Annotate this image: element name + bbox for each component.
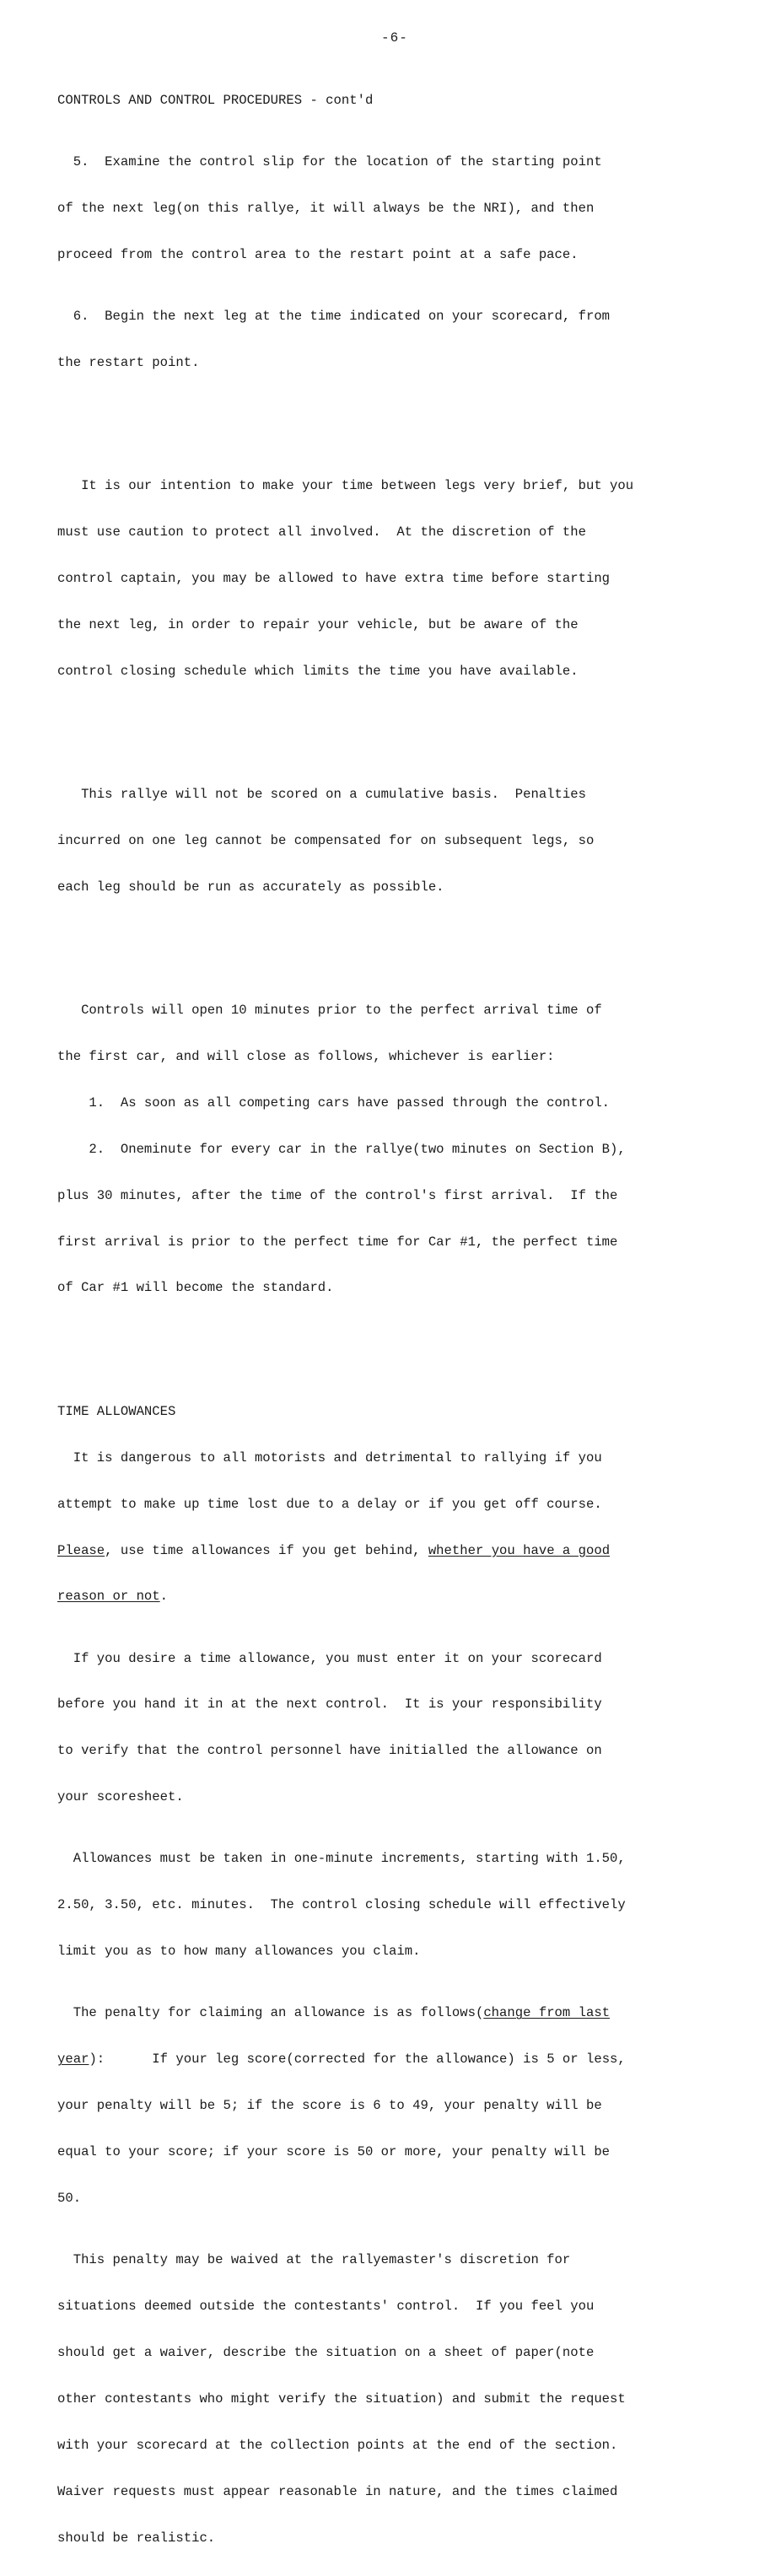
- intention-paragraph-line: must use caution to protect all involved. At the discretion of the: [57, 524, 586, 540]
- waiver-line: Waiver requests must appear reasonable in nature, and the times claimed: [57, 2483, 618, 2499]
- intention-paragraph-line: control closing schedule which limits the time you have available.: [57, 663, 579, 679]
- allowance-text: , use time allowances if you get behind,: [105, 1542, 428, 1558]
- controls-open-paragraph-line: 2. Oneminute for every car in the rallye(two minutes on Section B),: [57, 1141, 626, 1157]
- allowance-entry-line: before you hand it in at the next control. It is your responsibility: [57, 1697, 602, 1713]
- underlined-whether: whether you have a good: [428, 1542, 611, 1558]
- allowance-paragraph-line: It is dangerous to all motorists and detrimental to rallying if you: [57, 1449, 602, 1465]
- penalty-line: [57, 2005, 732, 2020]
- waiver-line: with your scorecard at the collection points at the end of the section.: [57, 2437, 618, 2453]
- allowance-increment-line: 2.50, 3.50, etc. minutes. The control closing schedule will effectively: [57, 1897, 626, 1913]
- controls-open-paragraph-line: of Car #1 will become the standard.: [57, 1280, 334, 1296]
- paragraph-gap: [57, 1342, 732, 1358]
- underlined-change: change from last: [483, 2005, 611, 2021]
- allowance-paragraph-line: [57, 1589, 732, 1604]
- waiver-line: should get a waiver, describe the situation on a sheet of paper(note: [57, 2344, 595, 2360]
- paragraph-gap: [57, 417, 732, 432]
- penalty-line: [57, 2052, 732, 2067]
- controls-open-paragraph-line: plus 30 minutes, after the time of the control's first arrival. If the: [57, 1187, 618, 1203]
- scoring-paragraph-line: This rallye will not be scored on a cumulative basis. Penalties: [57, 786, 586, 802]
- step-6-line: the restart point.: [57, 354, 200, 370]
- waiver-line: should be realistic.: [57, 2530, 216, 2546]
- underlined-year: year: [57, 2052, 89, 2068]
- underlined-reason: reason or not: [57, 1589, 160, 1605]
- step-5-line: 5. Examine the control slip for the location of the starting point: [57, 153, 602, 169]
- step-6-line: 6. Begin the next leg at the time indicated on your scorecard, from: [57, 308, 611, 324]
- section-heading-time-allowances: TIME ALLOWANCES: [57, 1403, 176, 1419]
- penalty-line: equal to your score; if your score is 50 or more, your penalty will be: [57, 2144, 611, 2160]
- document-body: [57, 62, 732, 2576]
- controls-open-paragraph-line: Controls will open 10 minutes prior to the perfect arrival time of: [57, 1003, 602, 1019]
- controls-open-paragraph-line: 1. As soon as all competing cars have passed through the control.: [57, 1094, 611, 1111]
- intention-paragraph-line: It is our intention to make your time between legs very brief, but you: [57, 478, 634, 494]
- allowance-text: .: [159, 1589, 169, 1605]
- step-5-line: proceed from the control area to the restart point at a safe pace.: [57, 246, 579, 262]
- allowance-increment-line: limit you as to how many allowances you claim.: [57, 1944, 421, 1960]
- intention-paragraph-line: control captain, you may be allowed to have extra time before starting: [57, 570, 611, 586]
- scoring-paragraph-line: each leg should be run as accurately as possible.: [57, 879, 444, 895]
- waiver-line: situations deemed outside the contestants' control. If you feel you: [57, 2299, 595, 2315]
- paragraph-gap: [57, 941, 732, 956]
- allowance-entry-line: your scoresheet.: [57, 1789, 184, 1805]
- page-number: -6-: [381, 30, 408, 46]
- section-heading-controls: CONTROLS AND CONTROL PROCEDURES - cont'd: [57, 92, 374, 108]
- allowance-entry-line: to verify that the control personnel have initialled the allowance on: [57, 1743, 602, 1759]
- controls-open-paragraph-line: the first car, and will close as follows, whichever is earlier:: [57, 1049, 555, 1064]
- intention-paragraph-line: the next leg, in order to repair your vehicle, but be aware of the: [57, 616, 579, 632]
- scoring-paragraph-line: incurred on one leg cannot be compensated for on subsequent legs, so: [57, 832, 595, 848]
- penalty-line: your penalty will be 5; if the score is 6 to 49, your penalty will be: [57, 2098, 602, 2114]
- waiver-line: This penalty may be waived at the rallyemaster's discretion for: [57, 2252, 571, 2268]
- allowance-increment-line: Allowances must be taken in one-minute increments, starting with 1.50,: [57, 1851, 626, 1867]
- allowance-paragraph-line: attempt to make up time lost due to a delay or if you get off course.: [57, 1496, 602, 1512]
- allowance-paragraph-line: [57, 1543, 732, 1558]
- waiver-line: other contestants who might verify the situation) and submit the request: [57, 2390, 626, 2407]
- penalty-line: 50.: [57, 2190, 82, 2206]
- controls-open-paragraph-line: first arrival is prior to the perfect time for Car #1, the perfect time: [57, 1234, 618, 1250]
- underlined-please: Please: [57, 1542, 105, 1558]
- penalty-text: The penalty for claiming an allowance is as follows(: [57, 2005, 484, 2021]
- allowance-entry-line: If you desire a time allowance, you must enter it on your scorecard: [57, 1650, 602, 1666]
- paragraph-gap: [57, 725, 732, 740]
- penalty-text: ): If your leg score(corrected for the allowance) is 5 or less,: [89, 2052, 626, 2068]
- step-5-line: of the next leg(on this rallye, it will always be the NRI), and then: [57, 200, 595, 216]
